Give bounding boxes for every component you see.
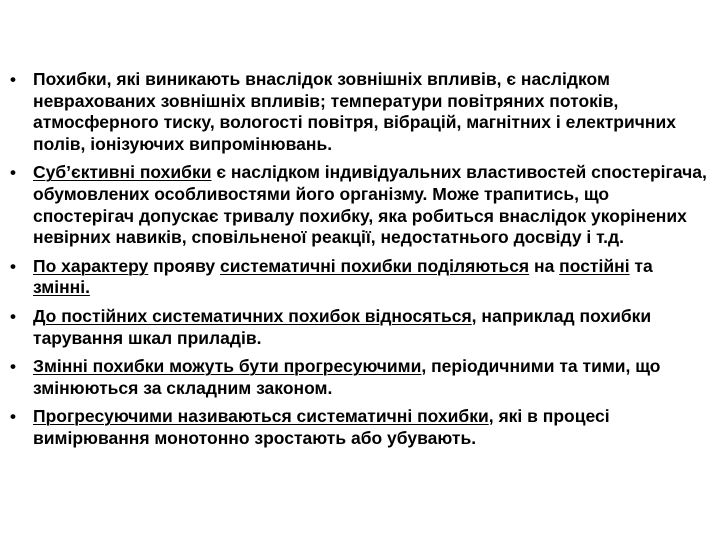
underlined-term: постійні <box>559 255 630 276</box>
underlined-term: Прогресуючими називаються систематичні похибки <box>33 406 489 427</box>
bullet-item <box>10 406 710 449</box>
bullet-text: та <box>629 255 653 276</box>
underlined-term: До постійних систематичних похибок відносяться <box>33 305 472 326</box>
bullet-dot-icon: • <box>10 256 16 276</box>
bullet-dot-icon: • <box>10 306 16 326</box>
bullet-item <box>10 306 710 349</box>
bullet-list <box>10 69 710 457</box>
bullet-item <box>10 69 710 155</box>
bullet-text: є наслідком індивідуальних властивостей спостерігача, обумовлених особливостями його організму. Може трапитись, що спостерігач допускає тривалу похибку, яка робиться внаслідок укорінених невірних навиків, сповільненої реакції, недостатнього досвіду і т.д. <box>33 162 707 248</box>
bullet-text: , періодичними та тими, що змінюються за складним законом. <box>33 356 661 398</box>
underlined-term: По характеру <box>33 255 149 276</box>
bullet-dot-icon: • <box>10 163 16 183</box>
bullet-dot-icon: • <box>10 70 16 89</box>
bullet-item <box>10 256 710 299</box>
underlined-term: систематичні похибки поділяються <box>220 255 530 276</box>
underlined-term: Суб’єктивні похибки <box>33 162 212 183</box>
bullet-text: прояву <box>148 255 220 276</box>
bullet-text: , наприклад похибки тарування шкал приладів. <box>33 305 652 348</box>
bullet-dot-icon: • <box>10 357 16 377</box>
underlined-term: Змінні похибки можуть бути прогресуючими <box>33 356 422 377</box>
bullet-item <box>10 162 710 248</box>
bullet-dot-icon: • <box>10 407 16 427</box>
bullet-item <box>10 356 710 399</box>
bullet-text: Похибки, які виникають внаслідок зовнішніх впливів, є наслідком неврахованих зовнішніх впливів; температури повітряних потоків, атмосферного тиску, вологості повітря, вібрацій, магнітних і електричних полів, іонізуючих випромінювань. <box>33 69 676 154</box>
underlined-term: змінні. <box>33 277 90 298</box>
bullet-text: , які в процесі вимірювання монотонно зростають або убувають. <box>33 406 610 448</box>
bullet-text: на <box>529 255 560 276</box>
